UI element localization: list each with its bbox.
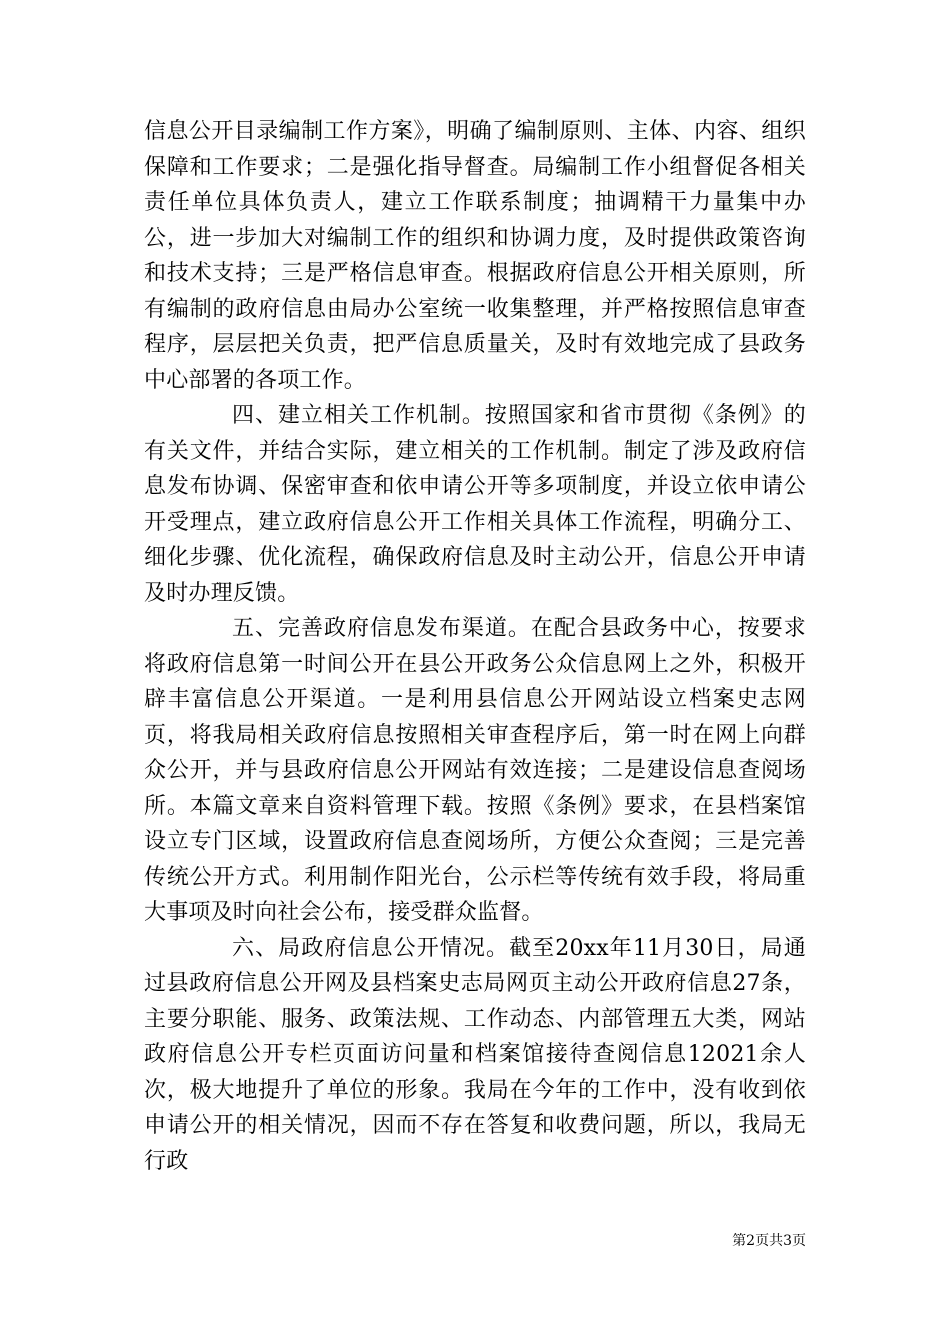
paragraph-3: 五、完善政府信息发布渠道。在配合县政务中心，按要求将政府信息第一时间公开在县公开政务公众信息网上之外，积极开辟丰富信息公开渠道。一是利用县信息公开网站设立档案史志网页，将我局相关政府信息按照相关审查程序后，第一时在网上向群众公开，并与县政府信息公开网站有效连接；二是建设信息查阅场所。本篇文章来自资料管理下载。按照《条例》要求，在县档案馆设立专门区域，设置政府信息查阅场所，方便公众查阅；三是完善传统公开方式。利用制作阳光台，公示栏等传统有效手段，将局重大事项及时向社会公布，接受群众监督。 [144,616,806,925]
document-body [144,114,806,1179]
paragraph-1: 信息公开目录编制工作方案》，明确了编制原则、主体、内容、组织保障和工作要求；二是强化指导督查。局编制工作小组督促各相关责任单位具体负责人，建立工作联系制度；抽调精干力量集中办公，进一步加大对编制工作的组织和协调力度，及时提供政策咨询和技术支持；三是严格信息审查。根据政府信息公开相关原则，所有编制的政府信息由局办公室统一收集整理，并严格按照信息审查程序，层层把关负责，把严信息质量关，及时有效地完成了县政务中心部署的各项工作。 [144,119,806,393]
paragraph-4: 六、局政府信息公开情况。截至20xx年11月30日，局通过县政府信息公开网及县档案史志局网页主动公开政府信息27条，主要分职能、服务、政策法规、工作动态、内部管理五大类，网站政府信息公开专栏页面访问量和档案馆接待查阅信息12021余人次，极大地提升了单位的形象。我局在今年的工作中，没有收到依申请公开的相关情况，因而不存在答复和收费问题，所以，我局无行政 [144,935,806,1174]
page-number-footer: 第2页共3页 [732,1233,806,1249]
paragraph-2: 四、建立相关工作机制。按照国家和省市贯彻《条例》的有关文件，并结合实际，建立相关的工作机制。制定了涉及政府信息发布协调、保密审查和依申请公开等多项制度，并设立依申请公开受理点，建立政府信息公开工作相关具体工作流程，明确分工、细化步骤、优化流程，确保政府信息及时主动公开，信息公开申请及时办理反馈。 [144,403,806,606]
